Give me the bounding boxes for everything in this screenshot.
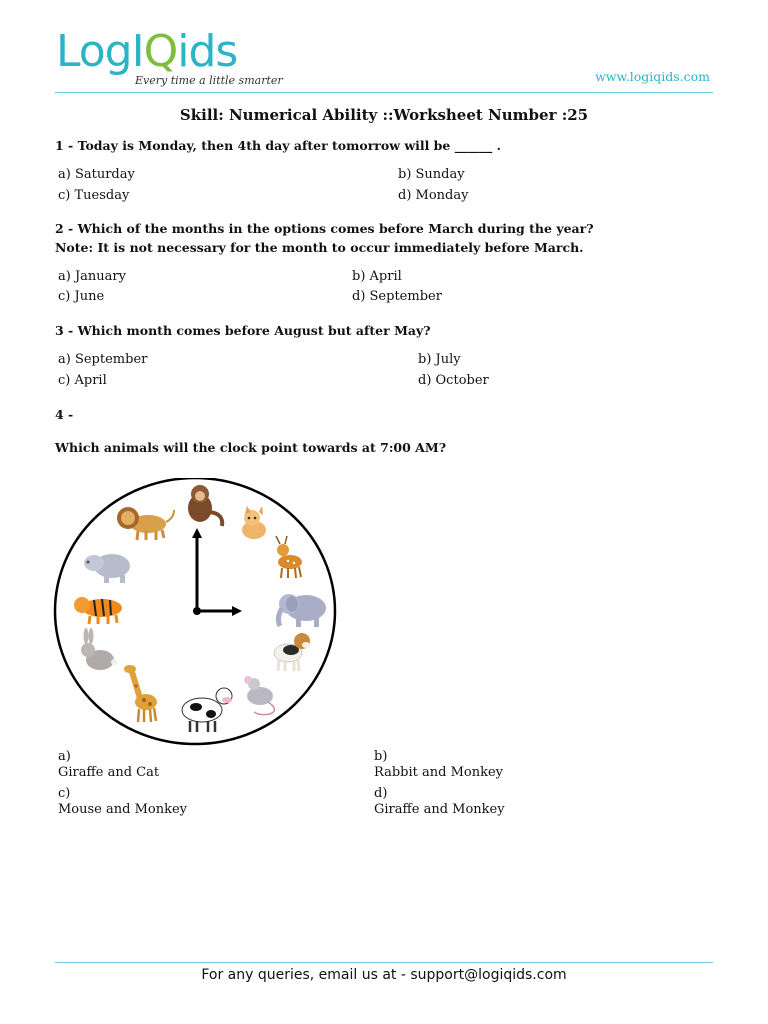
question-4-number: 4 - [55, 407, 74, 422]
clock-figure [52, 478, 342, 748]
logo-text-part2: Q [143, 26, 178, 77]
question-1-prompt: 1 - Today is Monday, then 4th day after tomorrow will be ______ . [55, 138, 501, 153]
header-divider [55, 92, 713, 93]
footer-divider [55, 962, 713, 963]
question-2-note: Note: It is not necessary for the month to occur immediately before March. [55, 240, 584, 255]
question-1-option-c[interactable]: c) Tuesday [58, 188, 130, 203]
question-3-option-d[interactable]: d) October [418, 373, 489, 388]
clock-center [193, 607, 201, 615]
worksheet-title: Skill: Numerical Ability ::Worksheet Number :25 [179, 106, 589, 124]
question-4-option-b-text[interactable]: Rabbit and Monkey [374, 765, 503, 780]
logo [56, 28, 237, 76]
question-4-option-d-letter[interactable]: d) [374, 786, 388, 801]
question-2-option-d[interactable]: d) September [352, 289, 442, 304]
clock-svg [52, 478, 342, 748]
footer-contact: For any queries, email us at - support@logiqids.com [201, 967, 567, 983]
question-3-option-c[interactable]: c) April [58, 373, 107, 388]
website-link[interactable]: www.logiqids.com [595, 69, 710, 84]
question-1-option-b[interactable]: b) Sunday [398, 167, 465, 182]
question-1-option-d[interactable]: d) Monday [398, 188, 469, 203]
question-2-option-a[interactable]: a) January [58, 269, 126, 284]
question-4-option-c-letter[interactable]: c) [58, 786, 71, 801]
question-3-option-a[interactable]: a) September [58, 352, 148, 367]
question-4-option-d-text[interactable]: Giraffe and Monkey [374, 802, 505, 817]
question-1-option-a[interactable]: a) Saturday [58, 167, 135, 182]
question-2-option-c[interactable]: c) June [58, 289, 105, 304]
question-3-option-b[interactable]: b) July [418, 352, 461, 367]
logo-tagline: Every time a little smarter [135, 74, 283, 87]
question-4-option-a-letter[interactable]: a) [58, 749, 71, 764]
question-4-option-a-text[interactable]: Giraffe and Cat [58, 765, 160, 780]
question-4-option-c-text[interactable]: Mouse and Monkey [58, 802, 188, 817]
question-2-option-b[interactable]: b) April [352, 269, 402, 284]
question-2-prompt: 2 - Which of the months in the options comes before March during the year? [55, 221, 594, 236]
question-4-prompt: Which animals will the clock point towards at 7:00 AM? [55, 440, 447, 455]
logo-text-part3: ids [177, 26, 238, 77]
logo-text-part1: LogI [56, 26, 144, 77]
question-4-option-b-letter[interactable]: b) [374, 749, 388, 764]
question-3-prompt: 3 - Which month comes before August but after May? [55, 323, 431, 338]
